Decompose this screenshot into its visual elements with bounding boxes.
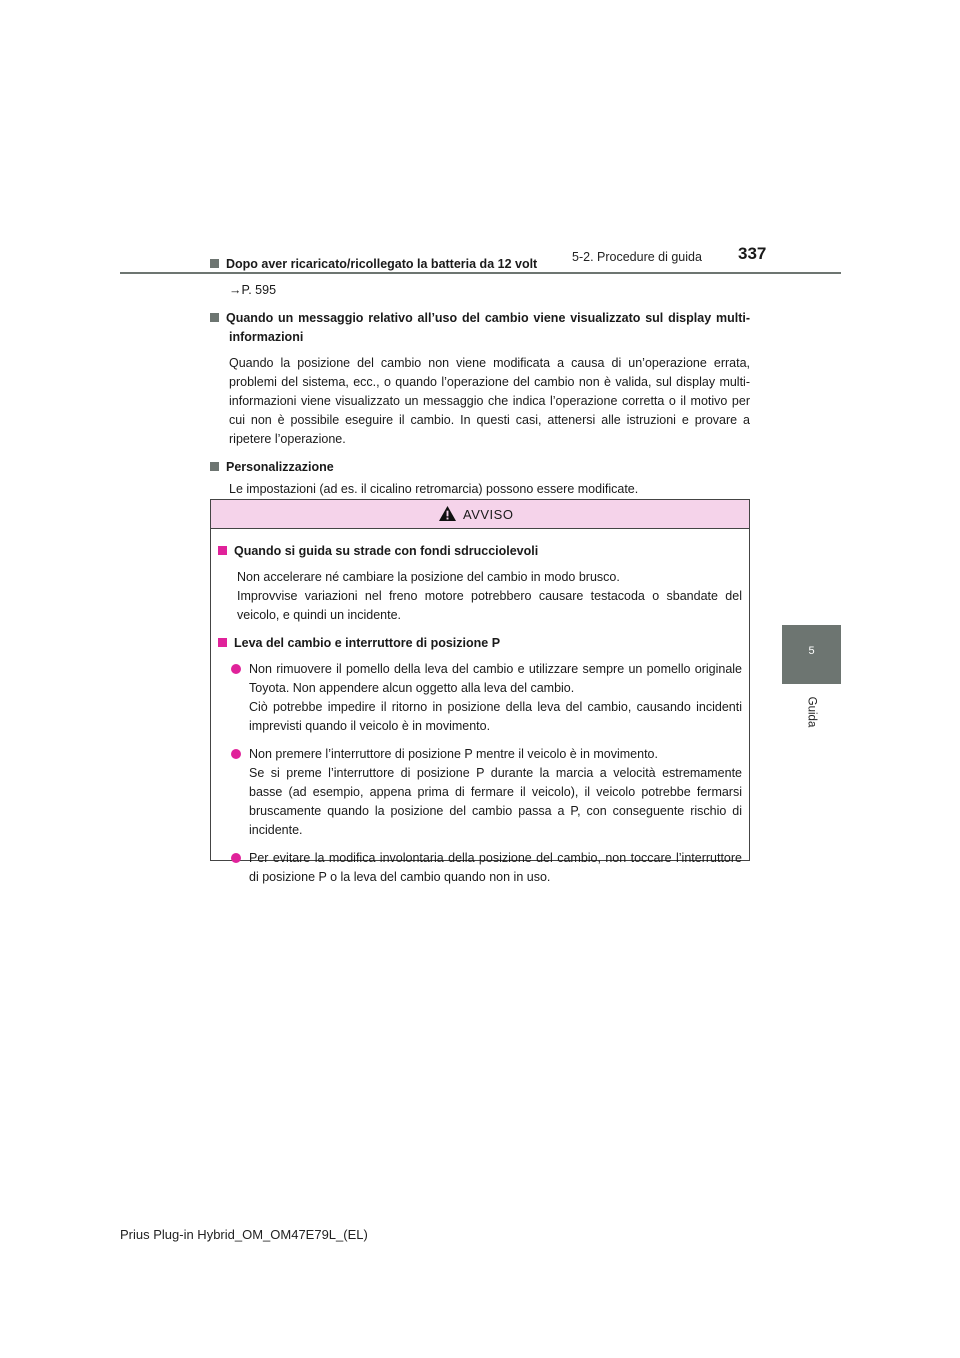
section-heading — [210, 458, 750, 477]
square-bullet-icon — [218, 546, 227, 555]
warning-bullet-item — [218, 849, 742, 887]
warning-body — [211, 529, 749, 887]
bullet-text: Se si preme l’interruttore di posizione P durante la marcia a velocità estremamente basse (ad esempio, appena prima di fermare il veicolo), il veicolo potrebbe fermarsi bruscamente quando la posizione del cambio passa a P, con conseguente rischio di incidente. — [249, 766, 742, 837]
main-content — [210, 255, 750, 518]
page-number: 337 — [738, 244, 767, 263]
warning-item-text: Improvvise variazioni nel freno motore potrebbero causare testacoda o sbandate del veicolo, e quindi un incidente. — [237, 589, 742, 622]
footer-doc-id: Prius Plug-in Hybrid_OM_OM47E79L_(EL) — [120, 1227, 368, 1242]
warning-title: AVVISO — [463, 507, 514, 522]
section-heading-text: Quando un messaggio relativo all’uso del cambio viene visualizzato sul display multi-informazioni — [226, 311, 750, 344]
side-tab-label-wrap — [782, 688, 841, 748]
circle-bullet-icon — [231, 853, 241, 863]
circle-bullet-icon — [231, 664, 241, 674]
bullet-text: Per evitare la modifica involontaria della posizione del cambio, non toccare l’interruttore di posizione P o la leva del cambio quando non in uso. — [249, 851, 742, 884]
bullet-text: Non premere l’interruttore di posizione P mentre il veicolo è in movimento. — [249, 747, 658, 761]
section-heading-text: Personalizzazione — [226, 460, 334, 474]
warning-triangle-icon — [438, 505, 457, 522]
warning-box — [210, 499, 750, 884]
warning-item-heading-text: Leva del cambio e interruttore di posizione P — [234, 636, 501, 650]
warning-item-heading — [218, 634, 742, 653]
warning-header — [211, 500, 749, 529]
warning-bullet-item — [218, 660, 742, 736]
bullet-text: Ciò potrebbe impedire il ritorno in posizione della leva del cambio, causando incidenti imprevisti quando il veicolo è in movimento. — [249, 700, 742, 733]
section-heading-text: Dopo aver ricaricato/ricollegato la batteria da 12 volt — [226, 257, 538, 271]
section-body: Quando la posizione del cambio non viene modificata a causa di un’operazione errata, problemi del sistema, ecc., o quando l’operazione del cambio non è valida, sul display multi-informazioni viene visualizzato un messaggio che indica l’operazione corretta o il motivo per cui non è possibile eseguire il cambio. In questi casi, attenersi alle istruzioni e provare a ripetere l’operazione. — [229, 356, 750, 446]
section-heading — [210, 309, 750, 347]
square-bullet-icon — [210, 313, 219, 322]
warning-item-heading-text: Quando si guida su strade con fondi sdrucciolevoli — [234, 544, 539, 558]
square-bullet-icon — [210, 462, 219, 471]
square-bullet-icon — [218, 638, 227, 647]
square-bullet-icon — [210, 259, 219, 268]
section-body: Le impostazioni (ad es. il cicalino retromarcia) possono essere modificate. — [229, 482, 639, 496]
circle-bullet-icon — [231, 749, 241, 759]
side-tab-number: 5 — [808, 645, 815, 657]
section-title: 5-2. Procedure di guida — [572, 250, 702, 264]
bullet-text: Non rimuovere il pomello della leva del cambio e utilizzare sempre un pomello originale Toyota. Non appendere alcun oggetto alla leva del cambio. — [249, 662, 742, 695]
warning-bullet-item — [218, 745, 742, 840]
section-body: →P. 595 — [229, 283, 277, 297]
section-heading — [210, 255, 750, 274]
side-tab-label: Guida — [805, 696, 818, 728]
warning-item-text: Non accelerare né cambiare la posizione del cambio in modo brusco. — [237, 570, 620, 584]
warning-item-heading — [218, 542, 742, 561]
